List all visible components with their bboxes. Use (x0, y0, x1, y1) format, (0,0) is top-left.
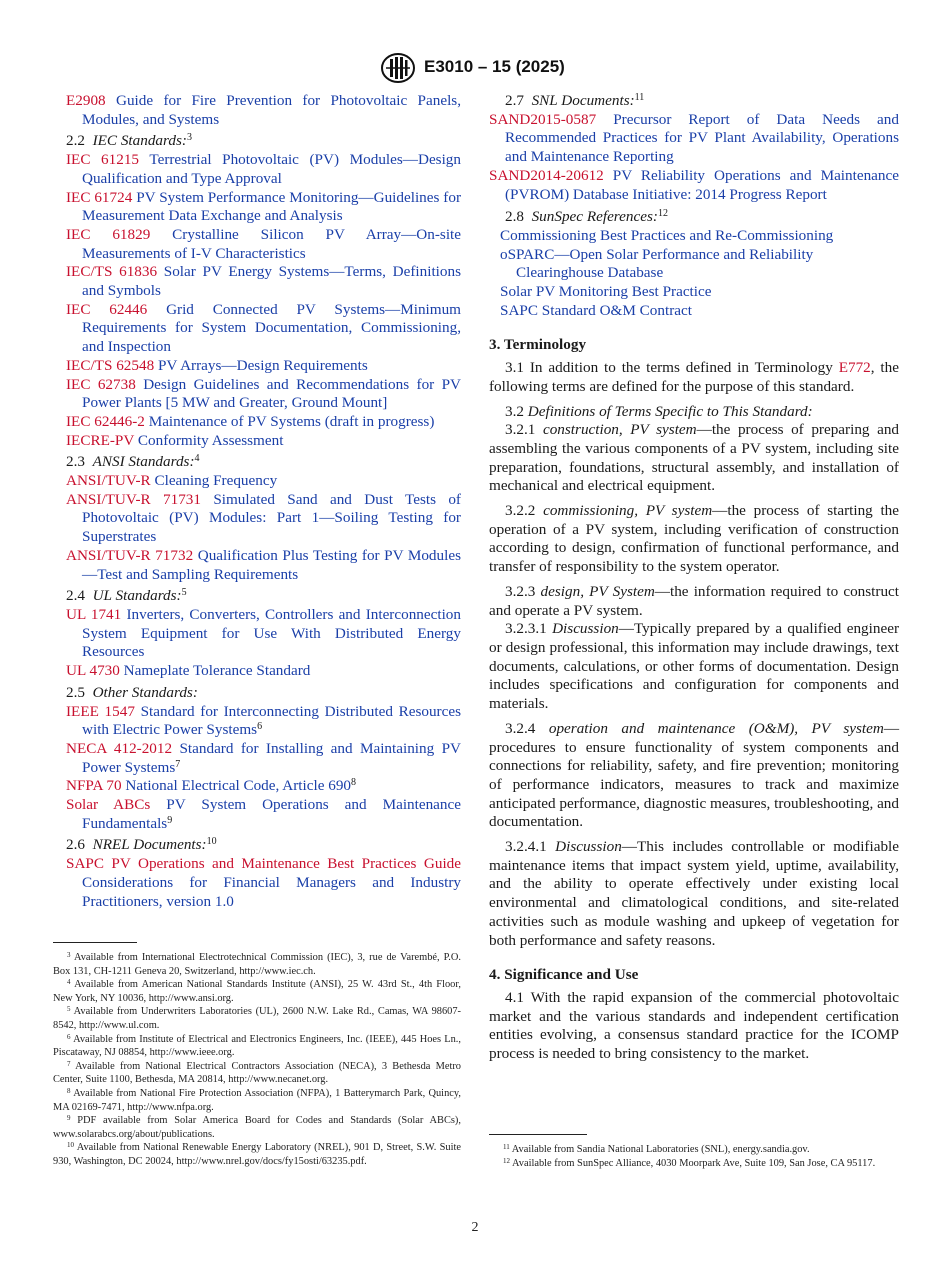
reference-item (66, 740, 461, 777)
reference-title-link[interactable]: Maintenance of PV Systems (draft in progress) (148, 412, 435, 430)
reference-code-link[interactable]: ANSI/TUV-R (66, 472, 151, 490)
reference-item (66, 796, 461, 833)
reference-title-link[interactable]: PV Arrays—Design Requirements (157, 356, 368, 374)
reference-code-link[interactable]: IECRE-PV (66, 431, 135, 449)
terminology-heading: 3. Terminology (489, 336, 587, 354)
paragraph-3-2-4-1: 3.2.4.1 Discussion—This includes controllable or modifiable maintenance items that impact system yield, uptime, availability, and the ability to operate effectively under existing local environmental and climatological conditions, and site-related activities such as module washing and upkeep of vegetation for both performance and safety reasons. (489, 838, 900, 949)
subsection-number: 2.3 (66, 453, 85, 471)
sunspec-reference-link[interactable]: oSPARC—Open Solar Performance and Reliability Clearinghouse Database (500, 245, 814, 282)
reference-code-link[interactable]: IEC 61724 (66, 188, 133, 206)
reference-item (66, 606, 461, 662)
reference-title-link[interactable]: PV Reliability Operations and Maintenance (PVROM) Database Initiative: 2014 Progress Report (505, 166, 899, 203)
right-column (489, 92, 900, 1169)
reference-title-link[interactable]: Standard for Interconnecting Distributed Resources with Electric Power Systems (82, 702, 462, 739)
other-standards-section (66, 684, 461, 834)
subsection-label: ANSI Standards: (92, 453, 195, 471)
subsection-heading (489, 92, 899, 111)
reference-item (66, 92, 461, 129)
footnote-separator (53, 942, 137, 943)
footnote-text: Available from National Renewable Energy Laboratory (NREL), 901 D, Street, S.W. Suite 930, Washington, DC 20024, http://www.nrel.gov/docs/fy15osti/63235.pdf. (53, 1142, 461, 1167)
subsection-label: SunSpec References: (531, 208, 658, 226)
subsection-number: 2.4 (66, 587, 85, 605)
footnote-marker: 10 (206, 836, 217, 848)
reference-code-link[interactable]: IEC 61829 (66, 225, 151, 243)
reference-title-link[interactable]: Guide for Fire Prevention for Photovoltaic Panels, Modules, and Systems (82, 92, 462, 128)
paragraph-3-1: 3.1 In addition to the terms defined in Terminology E772, the following terms are defined for the purpose of this standard. (489, 359, 899, 395)
reference-title-link[interactable]: Considerations for Financial Managers and Industry Practitioners, version 1.0 (82, 873, 461, 910)
footnote (53, 1087, 461, 1114)
reference-title-link[interactable]: Crystalline Silicon PV Array—On-site Measurements of I-V Characteristics (82, 225, 462, 262)
paragraph-4-1: 4.1 With the rapid expansion of the commercial photovoltaic market and the various standards and independent certification entities evolving, a consensus standard practice for the ICOMP process is needed to bring consistency to the market. (489, 988, 899, 1063)
snl-documents-section (489, 92, 899, 204)
footnote-text: Available from SunSpec Alliance, 4030 Moorpark Ave, Suite 109, San Jose, CA 95117. (512, 1157, 876, 1169)
reference-title-link[interactable]: Standard for Installing and Maintaining PV Power Systems (82, 739, 461, 776)
footnote-number: 6 (67, 1032, 71, 1041)
subsection-heading (66, 453, 461, 472)
reference-code-link[interactable]: ANSI/TUV-R 71731 (66, 490, 201, 508)
subsection-label: IEC Standards: (92, 132, 187, 150)
paragraph-3-2-3: 3.2.3 design, PV System—the information required to construct and operate a PV system. (489, 582, 900, 619)
footnote-number: 12 (503, 1156, 510, 1165)
reference-title-link[interactable]: Terrestrial Photovoltaic (PV) Modules—Design Qualification and Type Approval (82, 151, 461, 187)
footnote (53, 1033, 461, 1060)
nrel-standards-section (66, 836, 461, 911)
footnote-text: Available from International Electrotechnical Commission (IEC), 3, rue de Varembé, P.O. Box 131, CH-1211 Geneva 20, Switzerland, http://www.iec.ch. (53, 952, 462, 977)
reference-item (66, 703, 461, 740)
paragraph-3-2-2: 3.2.2 commissioning, PV system—the process of starting the operation of a PV system, including verification of construction according to design, confirmation of functional performance, and transfer of responsibility to the system operator. (489, 502, 899, 576)
reference-code-link[interactable]: IEC 62738 (66, 375, 136, 393)
footnote-text: PDF available from Solar America Board for Codes and Standards (Solar ABCs), www.solarabcs.org/about/publications. (53, 1115, 461, 1140)
reference-title-link[interactable]: Precursor Report of Data Needs and Recommended Practices for PV Plant Availability, Operations and Maintenance Reporting (505, 110, 899, 166)
footnote-marker: 7 (175, 758, 181, 770)
reference-title-link[interactable]: PV System Performance Monitoring—Guidelines for Measurement Data Exchange and Analysis (82, 188, 462, 225)
footnote-text: Available from National Fire Protection Association (NFPA), 1 Batterymarch Park, Quincy, MA 02169-7471, http://www.nfpa.org. (53, 1087, 461, 1113)
iec-standards-section (66, 132, 461, 450)
reference-item (66, 413, 461, 432)
footnote (53, 1114, 461, 1141)
paragraph-3-2-1: 3.2.1 construction, PV system—the process of preparing and assembling the various components of a PV system, including site preparation, foundations, structural assembly, and installation of mechanical and electrical equipment. (489, 421, 900, 495)
footnote-marker: 8 (351, 777, 357, 789)
standard-designation: E3010 – 15 (2025) (424, 57, 565, 76)
reference-item (66, 855, 461, 911)
subsection-heading (66, 836, 461, 855)
page-header (0, 52, 950, 86)
reference-item (66, 547, 461, 584)
footnote-number: 5 (67, 1005, 71, 1014)
footnote-marker: 5 (181, 587, 187, 599)
reference-item (66, 376, 461, 413)
reference-code-link[interactable]: UL 1741 (66, 605, 122, 623)
left-column (53, 92, 462, 1167)
reference-code-link[interactable]: IEC 62446 (66, 300, 148, 318)
footnote-number: 3 (67, 951, 71, 959)
reference-title-link[interactable]: Solar PV Energy Systems—Terms, Definitions and Symbols (82, 263, 461, 300)
reference-item (66, 777, 461, 796)
footnote-marker: 12 (657, 208, 668, 220)
reference-title-link[interactable]: Grid Connected PV Systems—Minimum Requirements for System Documentation, Commissioning, and Inspection (82, 300, 461, 356)
sunspec-reference-link[interactable]: Commissioning Best Practices and Re-Commissioning (500, 226, 834, 244)
reference-item (66, 472, 461, 491)
reference-code-link[interactable]: SAND2014-20612 (489, 166, 604, 184)
subsection-heading (66, 587, 461, 606)
footnote-number: 9 (67, 1114, 71, 1123)
footnote (53, 1005, 461, 1032)
footnote-text: Available from National Electrical Contractors Association (NECA), 3 Bethesda Metro Center, Suite 1100, Bethesda, MA 20814, http://www.necanet.org. (53, 1060, 461, 1086)
reference-item (66, 226, 461, 263)
reference-code-link[interactable]: IEC/TS 62548 (66, 356, 155, 374)
reference-code-link[interactable]: Solar ABCs (66, 796, 151, 814)
footnote-marker: 4 (194, 453, 200, 465)
subsection-number: 2.2 (66, 132, 85, 150)
reference-code-link[interactable]: E2908 (66, 92, 106, 109)
subsection-number: 2.7 (505, 92, 524, 109)
footnote (53, 951, 461, 978)
paragraph-3-2: 3.2 Definitions of Terms Specific to This Standard: (505, 402, 813, 420)
footnote (53, 1060, 461, 1087)
footnote (489, 1143, 899, 1157)
reference-item (489, 167, 899, 204)
reference-item (66, 263, 461, 300)
footnote-number: 7 (67, 1059, 71, 1068)
reference-item (66, 301, 461, 357)
footnote-separator (489, 1134, 587, 1135)
reference-title-link[interactable]: National Electrical Code, Article 690 (125, 777, 352, 795)
footnote (53, 978, 461, 1005)
subsection-label: SNL Documents: (531, 92, 635, 109)
subsection-heading (66, 132, 461, 151)
page-number: 2 (471, 1220, 479, 1235)
footnote-number: 10 (67, 1141, 74, 1150)
footnote-marker: 11 (634, 92, 645, 103)
sunspec-reference-link[interactable]: Solar PV Monitoring Best Practice (500, 283, 712, 301)
reference-item (66, 491, 461, 547)
subsection-label: Other Standards: (92, 683, 198, 701)
reference-title-link[interactable]: Nameplate Tolerance Standard (123, 662, 311, 680)
astm-logo-icon (380, 52, 416, 84)
reference-code-link[interactable]: SAND2015-0587 (489, 110, 597, 128)
footnote-text: Available from Sandia National Laboratories (SNL), energy.sandia.gov. (511, 1144, 810, 1155)
footnote (489, 1157, 899, 1171)
reference-title-link[interactable]: Conformity Assessment (137, 431, 284, 449)
reference-item (66, 662, 461, 681)
ul-standards-section (66, 587, 461, 681)
ansi-standards-section (66, 453, 461, 584)
footnote-number: 8 (67, 1086, 71, 1095)
footnote-marker: 3 (186, 132, 192, 144)
footnote-marker: 9 (167, 814, 173, 826)
subsection-number: 2.5 (66, 683, 85, 701)
footnote (53, 1141, 461, 1168)
footnote-number: 4 (67, 978, 71, 987)
reference-code-link[interactable]: IEC/TS 61836 (66, 263, 158, 281)
reference-code-link[interactable]: IEC 61215 (66, 151, 140, 169)
footnote-text: Available from Institute of Electrical and Electronics Engineers, Inc. (IEEE), 445 Hoes Ln., Piscataway, NJ 08854, http://www.ieee.org. (53, 1033, 461, 1059)
reference-code-link[interactable]: IEC 62446-2 (66, 412, 145, 430)
reference-code-link[interactable]: ANSI/TUV-R 71732 (66, 546, 194, 564)
reference-item (66, 432, 461, 451)
footnote-text: Available from American National Standards Institute (ANSI), 25 W. 43rd St., 4th Floor, New York, NY 10036, http://www.ansi.org. (53, 979, 461, 1004)
paragraph-3-2-4: 3.2.4 operation and maintenance (O&M), PV system—procedures to ensure functionality of system components and connections for reliability, safety, and fire prevention; monitoring of performance indicators, measures to track and maximize anticipated performance, diagnostic measures, troubleshooting, and documentation. (489, 719, 899, 831)
footnote-number: 11 (503, 1143, 510, 1151)
sunspec-reference-link[interactable]: SAPC Standard O&M Contract (500, 301, 692, 319)
reference-code-link[interactable]: UL 4730 (66, 662, 120, 680)
reference-title-link[interactable]: Cleaning Frequency (154, 472, 278, 490)
e772-link[interactable]: E772 (838, 359, 871, 377)
significance-heading: 4. Significance and Use (489, 966, 639, 984)
reference-code-link[interactable]: IEEE 1547 (66, 702, 135, 720)
reference-title-link[interactable]: Inverters, Converters, Controllers and Interconnection System Equipment for Use With Distributed Energy Resources (82, 605, 461, 661)
reference-title-link[interactable]: Qualification Plus Testing for PV Modules—Test and Sampling Requirements (82, 546, 461, 583)
subsection-heading (489, 208, 899, 227)
reference-item (66, 189, 461, 226)
reference-item (66, 357, 461, 376)
subsection-number: 2.8 (505, 208, 524, 226)
subsection-label: NREL Documents: (92, 836, 207, 854)
paragraph-3-2-3-1: 3.2.3.1 Discussion—Typically prepared by a qualified engineer or design professional, this information may include drawings, text documents, calculations, or other forms of documentation. Design includes specifications and configuration for components and materials. (489, 620, 900, 713)
footnote-marker: 6 (257, 721, 263, 733)
sunspec-references-section (489, 208, 899, 320)
reference-item (66, 151, 461, 188)
footnote-text: Available from Underwriters Laboratories (UL), 2600 N.W. Lake Rd., Camas, WA 98607-8542, http://www.ul.com. (53, 1006, 462, 1031)
reference-item (489, 111, 899, 167)
reference-code-link[interactable]: NECA 412-2012 (66, 739, 173, 757)
reference-title-link[interactable]: Design Guidelines and Recommendations for PV Power Plants [5 MW and Greater, Ground Mount] (82, 375, 462, 412)
reference-title-link[interactable]: PV System Operations and Maintenance Fundamentals (82, 796, 462, 832)
subsection-number: 2.6 (66, 836, 85, 854)
reference-title-link[interactable]: Simulated Sand and Dust Tests of Photovoltaic (PV) Modules: Part 1—Soiling Testing for Superstrates (82, 490, 461, 546)
subsection-heading (66, 684, 461, 703)
subsection-label: UL Standards: (92, 587, 182, 605)
reference-code-link[interactable]: NFPA 70 (66, 777, 122, 795)
reference-code-link[interactable]: SAPC PV Operations and Maintenance Best Practices Guide (66, 855, 461, 873)
